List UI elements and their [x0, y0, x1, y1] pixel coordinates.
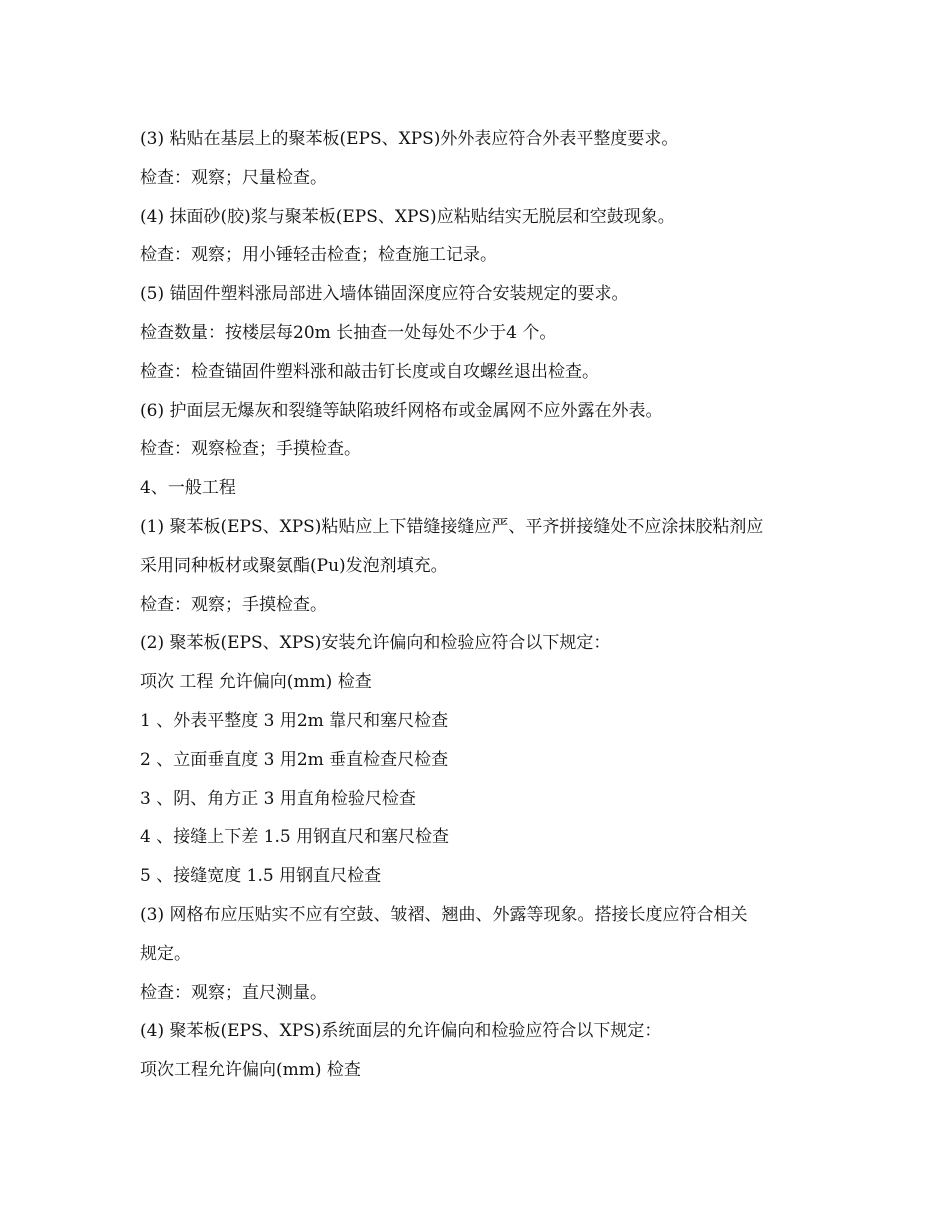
text-line: 检查：检查锚固件塑料涨和敲击钉长度或自攻螺丝退出检查。: [140, 361, 599, 382]
text-line: (3) 粘贴在基层上的聚苯板(EPS、XPS)外外表应符合外表平整度要求。: [140, 129, 679, 149]
text-line: (5) 锚固件塑料涨局部进入墙体锚固深度应符合安装规定的要求。: [140, 284, 629, 305]
text-line: 检查：观察；用小锤轻击检查；检查施工记录。: [140, 245, 497, 266]
table-row-line: 3 、阴、角方正 3 用直角检验尺检查: [140, 788, 416, 809]
table-row-line: 5 、接缝宽度 1.5 用钢直尺检查: [140, 866, 382, 887]
text-line: (2) 聚苯板(EPS、XPS)安装允许偏向和检验应符合以下规定：: [140, 633, 611, 654]
table-header-line: 项次 工程 允许偏向(mm) 检查: [140, 672, 372, 693]
text-line: 检查：观察；手摸检查。: [140, 594, 327, 615]
text-line: (1) 聚苯板(EPS、XPS)粘贴应上下错缝接缝应严、平齐拼接缝处不应涂抹胶粘剂应: [140, 516, 764, 537]
section-heading: 4、一般工程: [140, 478, 236, 499]
text-line: 规定。: [140, 943, 191, 964]
text-line: 检查数量：按楼层每20m 长抽查一处每处不少于4 个。: [140, 322, 557, 343]
table-header-line: 项次工程允许偏向(mm) 检查: [140, 1060, 361, 1081]
text-line: 检查：观察检查；手摸检查。: [140, 439, 361, 460]
table-row-line: 4 、接缝上下差 1.5 用钢直尺和塞尺检查: [140, 827, 450, 848]
text-line: 检查：观察；直尺测量。: [140, 982, 327, 1003]
text-line: (4) 聚苯板(EPS、XPS)系统面层的允许偏向和检验应符合以下规定：: [140, 1021, 662, 1042]
text-line: 检查：观察；尺量检查。: [140, 167, 327, 188]
table-row-line: 2 、立面垂直度 3 用2m 垂直检查尺检查: [140, 749, 449, 770]
table-row-line: 1 、外表平整度 3 用2m 靠尺和塞尺检查: [140, 710, 449, 731]
document-body: [140, 120, 820, 1090]
text-line: (4) 抹面砂(胶)浆与聚苯板(EPS、XPS)应粘贴结实无脱层和空鼓现象。: [140, 206, 675, 227]
text-line: (6) 护面层无爆灰和裂缝等缺陷玻纤网格布或金属网不应外露在外表。: [140, 400, 663, 421]
text-line: (3) 网格布应压贴实不应有空鼓、皱褶、翘曲、外露等现象。搭接长度应符合相关: [140, 904, 748, 925]
text-line: 采用同种板材或聚氨酯(Pu)发泡剂填充。: [140, 555, 448, 576]
